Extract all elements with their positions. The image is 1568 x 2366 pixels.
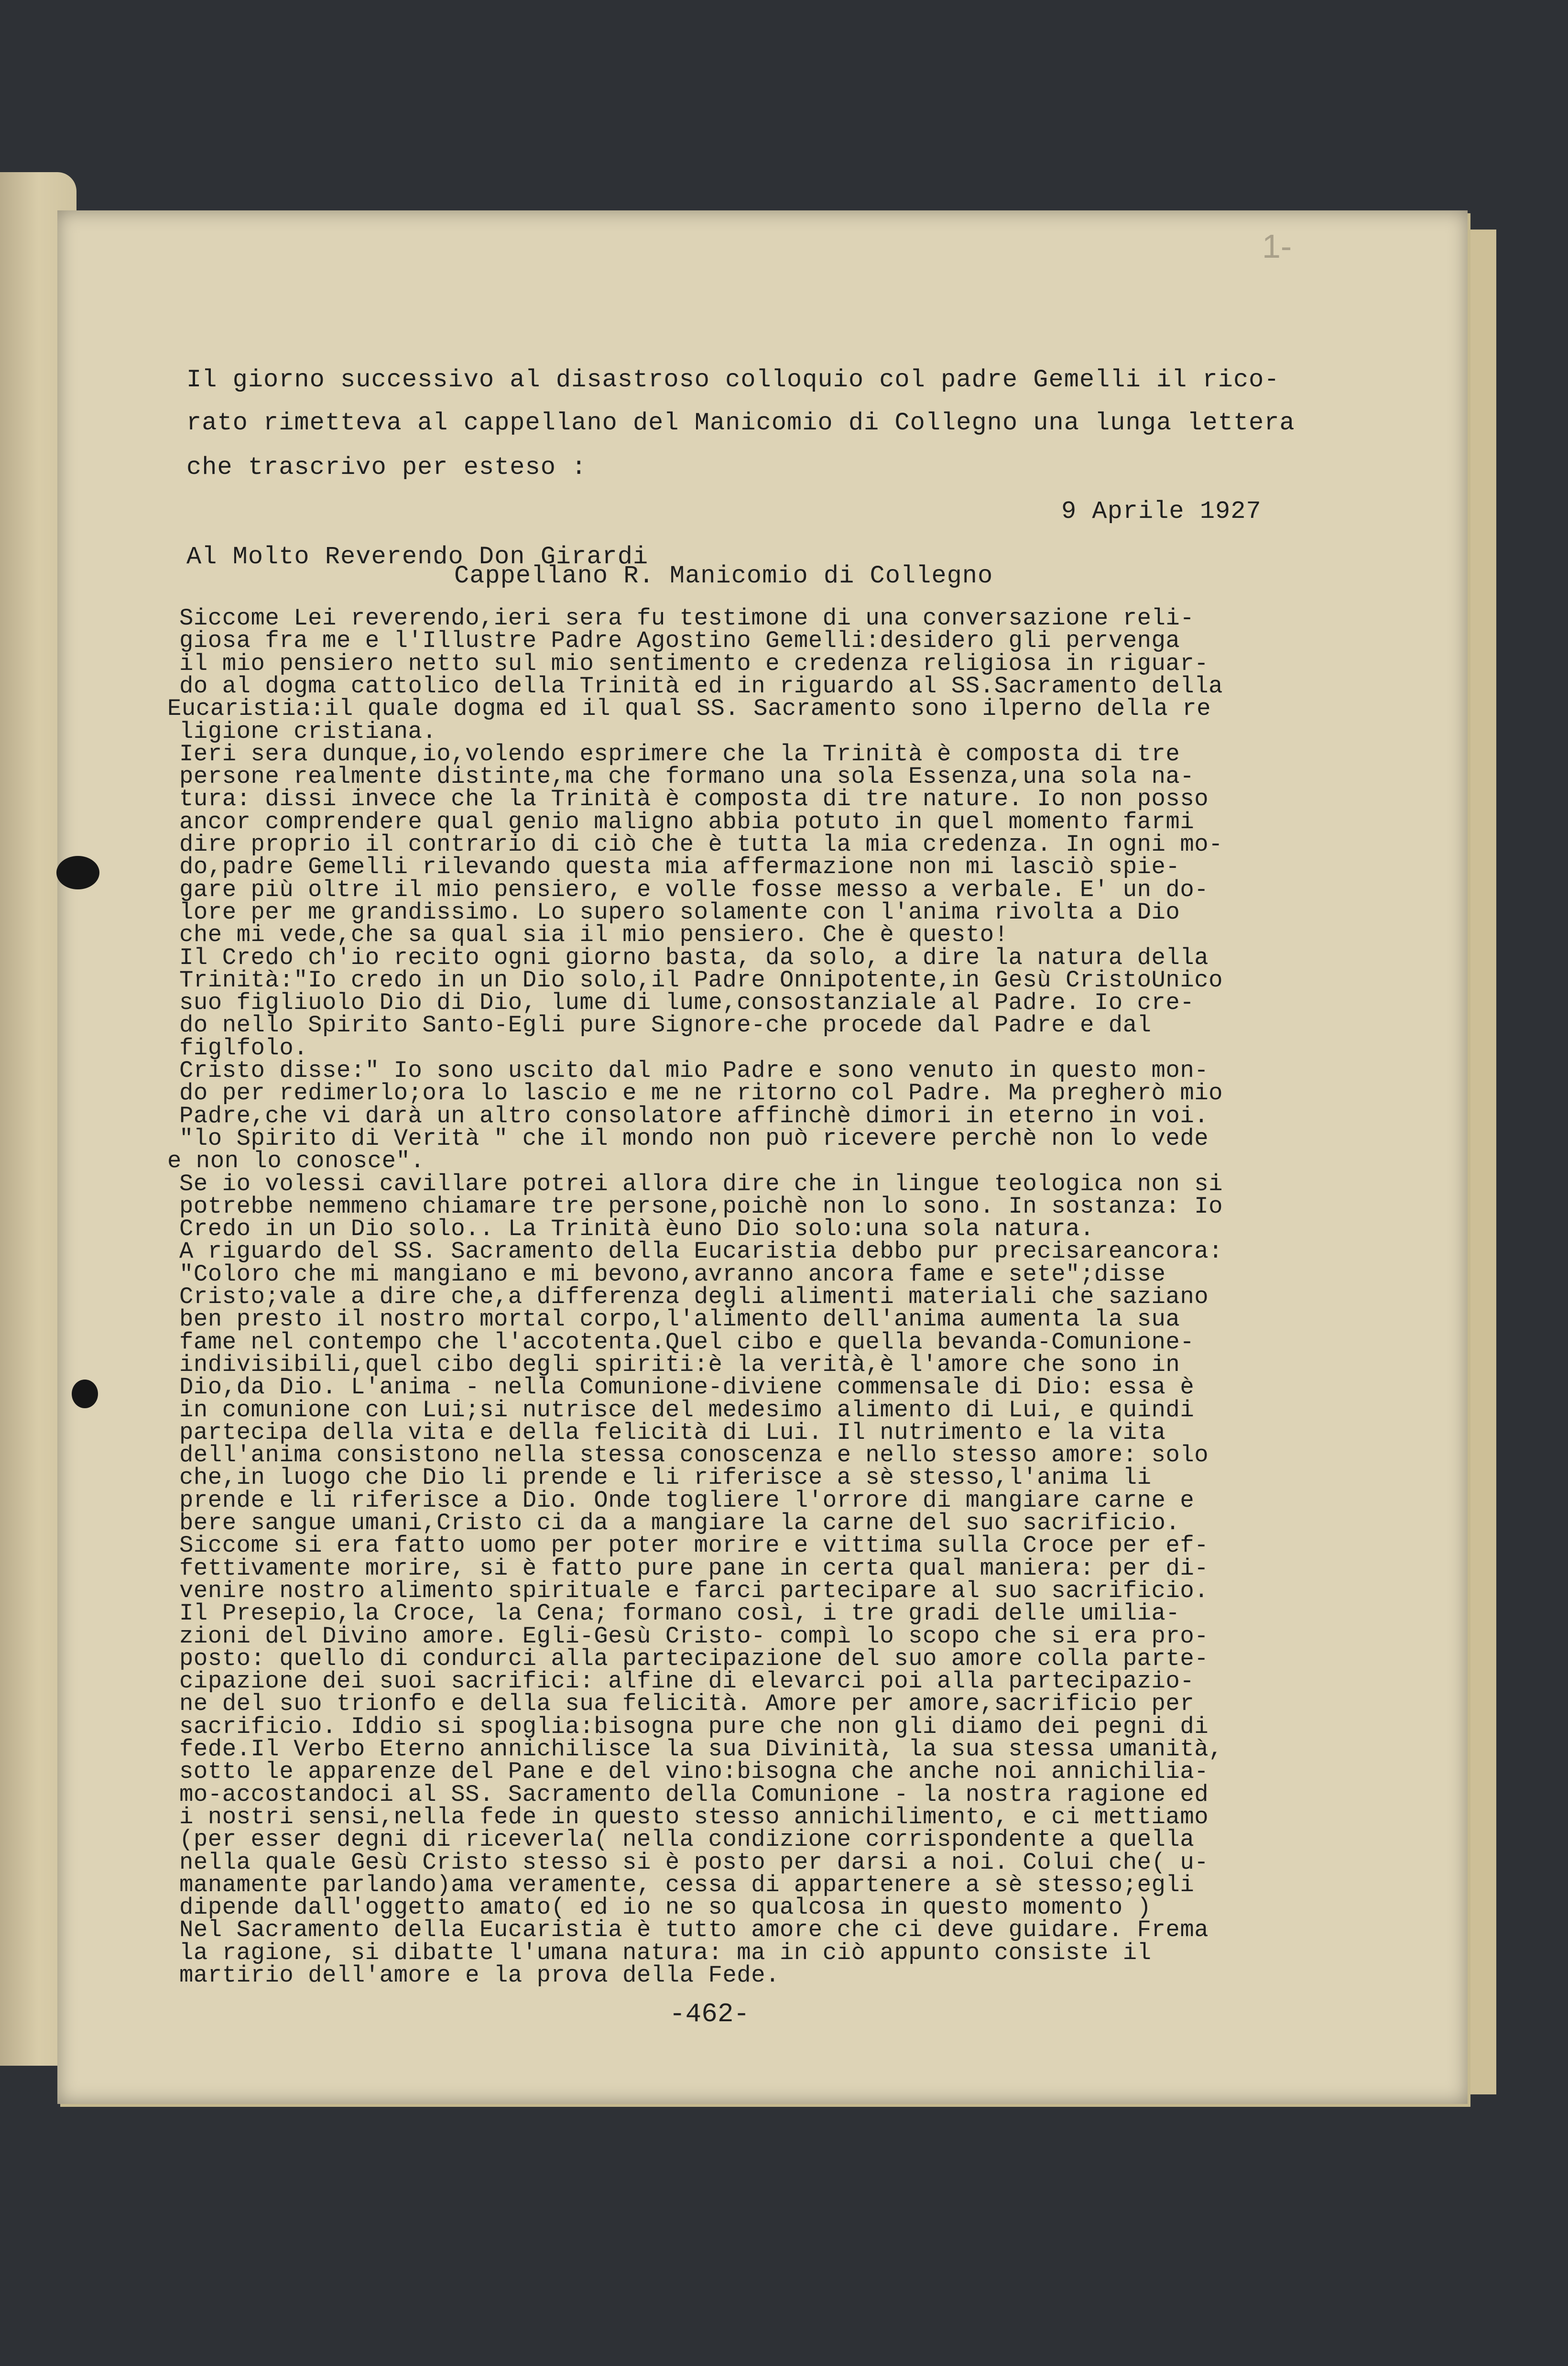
intro-line: Il giorno successivo al disastroso colloquio col padre Gemelli il rico- xyxy=(186,366,1280,394)
letter-line: "Coloro che mi mangiano e mi bevono,avranno ancora fame e sete";disse xyxy=(179,1261,1166,1288)
handwritten-page-mark: 1- xyxy=(1262,228,1292,265)
letter-line: Se io volessi cavillare potrei allora dire che in lingue teologica non si xyxy=(179,1171,1223,1197)
letter-line: indivisibili,quel cibo degli spiriti:è la verità,è l'amore che sono in xyxy=(179,1351,1180,1378)
letter-line: cipazione dei suoi sacrifici: alfine di elevarci poi alla partecipazio- xyxy=(179,1668,1195,1695)
letter-line: giosa fra me e l'Illustre Padre Agostino Gemelli:desidero gli pervenga xyxy=(179,627,1180,654)
letter-line: martirio dell'amore e la prova della Fede. xyxy=(179,1962,780,1989)
letter-line: nella quale Gesù Cristo stesso si è posto per darsi a noi. Colui che( u- xyxy=(179,1849,1209,1876)
letter-line: fede.Il Verbo Eterno annichilisce la sua Divinità, la sua stessa umanità, xyxy=(179,1736,1223,1763)
letter-line: do,padre Gemelli rilevando questa mia affermazione non mi lasciò spie- xyxy=(179,854,1180,880)
letter-line: do al dogma cattolico della Trinità ed in riguardo al SS.Sacramento della xyxy=(179,673,1223,700)
letter-line: partecipa della vita e della felicità di Lui. Il nutrimento e la vita xyxy=(179,1419,1166,1446)
letter-line: persone realmente distinte,ma che formano una sola Essenza,una sola na- xyxy=(179,763,1195,790)
letter-line: posto: quello di condurci alla partecipazione del suo amore colla parte- xyxy=(179,1645,1209,1672)
letter-line: dipende dall'oggetto amato( ed io ne so qualcosa in questo momento ) xyxy=(179,1894,1152,1921)
letter-line: Il Presepio,la Croce, la Cena; formano così, i tre gradi delle umilia- xyxy=(179,1600,1180,1627)
letter-line: Il Credo ch'io recito ogni giorno basta, da solo, a dire la natura della xyxy=(179,944,1209,971)
letter-line: lore per me grandissimo. Lo supero solamente con l'anima rivolta a Dio xyxy=(179,899,1180,926)
letter-line: mo-accostandoci al SS. Sacramento della Comunione - la nostra ragione ed xyxy=(179,1781,1209,1808)
letter-line: ligione cristiana. xyxy=(179,718,437,745)
letter-line: Trinità:"Io credo in un Dio solo,il Padre Onnipotente,in Gesù CristoUnico xyxy=(179,967,1223,994)
letter-line: Credo in un Dio solo.. La Trinità èuno Dio solo:una sola natura. xyxy=(179,1216,1094,1242)
letter-line: potrebbe nemmeno chiamare tre persone,poichè non lo sono. In sostanza: Io xyxy=(179,1193,1223,1220)
letter-line: do per redimerlo;ora lo lascio e me ne ritorno col Padre. Ma pregherò mio xyxy=(179,1080,1223,1106)
letter-line: sacrificio. Iddio si spoglia:bisogna pure che non gli diamo dei pegni di xyxy=(179,1713,1209,1740)
letter-line: suo figliuolo Dio di Dio, lume di lume,consostanziale al Padre. Io cre- xyxy=(179,989,1195,1016)
letter-line: che mi vede,che sa qual sia il mio pensiero. Che è questo! xyxy=(179,921,1009,948)
address-line: Cappellano R. Manicomio di Collegno xyxy=(454,562,993,590)
letter-line: zioni del Divino amore. Egli-Gesù Cristo- compì lo scopo che si era pro- xyxy=(179,1623,1209,1650)
letter-line: e non lo conosce". xyxy=(167,1148,425,1174)
letter-line: A riguardo del SS. Sacramento della Eucaristia debbo pur precisareancora: xyxy=(179,1238,1223,1265)
letter-line: in comunione con Lui;si nutrisce del medesimo alimento di Lui, e quindi xyxy=(179,1397,1195,1424)
page-number: -462- xyxy=(669,1999,750,2029)
letter-line: i nostri sensi,nella fede in questo stesso annichilimento, e ci mettiamo xyxy=(179,1804,1209,1830)
letter-line: bere sangue umani,Cristo ci da a mangiare la carne del suo sacrificio. xyxy=(179,1510,1180,1536)
letter-line: ancor comprendere qual genio maligno abbia potuto in quel momento farmi xyxy=(179,809,1195,835)
letter-line: ben presto il nostro mortal corpo,l'alimento dell'anima aumenta la sua xyxy=(179,1306,1180,1333)
letter-line: il mio pensiero netto sul mio sentimento e credenza religiosa in riguar- xyxy=(179,650,1209,677)
letter-line: la ragione, si dibatte l'umana natura: ma in ciò appunto consiste il xyxy=(179,1939,1152,1966)
letter-line: manamente parlando)ama veramente, cessa di appartenere a sè stesso;egli xyxy=(179,1872,1195,1898)
letter-line: figlfolo. xyxy=(179,1035,308,1062)
letter-line: Siccome si era fatto uomo per poter morire e vittima sulla Croce per ef- xyxy=(179,1532,1209,1559)
letter-line: dell'anima consistono nella stessa conoscenza e nello stesso amore: solo xyxy=(179,1442,1209,1468)
letter-line: tura: dissi invece che la Trinità è composta di tre nature. Io non posso xyxy=(179,786,1209,812)
letter-line: fettivamente morire, si è fatto pure pane in certa qual maniera: per di- xyxy=(179,1555,1209,1582)
letter-line: do nello Spirito Santo-Egli pure Signore-che procede dal Padre e dal xyxy=(179,1012,1152,1039)
intro-line: rato rimetteva al cappellano del Manicomio di Collegno una lunga lettera xyxy=(186,409,1295,437)
letter-line: venire nostro alimento spirituale e farci partecipare al suo sacrificio. xyxy=(179,1577,1209,1604)
letter-line: Siccome Lei reverendo,ieri sera fu testimone di una conversazione reli- xyxy=(179,605,1195,632)
letter-line: (per esser degni di riceverla( nella condizione corrispondente a quella xyxy=(179,1826,1195,1853)
letter-line: Padre,che vi darà un altro consolatore affinchè dimori in eterno in voi. xyxy=(179,1103,1209,1129)
letter-line: Dio,da Dio. L'anima - nella Comunione-diviene commensale di Dio: essa è xyxy=(179,1374,1195,1401)
letter-line: fame nel contempo che l'accotenta.Quel cibo e quella bevanda-Comunione- xyxy=(179,1329,1195,1356)
letter-line: prende e li riferisce a Dio. Onde togliere l'orrore di mangiare carne e xyxy=(179,1487,1195,1514)
letter-line: Cristo;vale a dire che,a differenza degli alimenti materiali che saziano xyxy=(179,1283,1209,1310)
binding-hole xyxy=(72,1380,98,1408)
letter-line: gare più oltre il mio pensiero, e volle fosse messo a verbale. E' un do- xyxy=(179,876,1209,903)
address-line: Al Molto Reverendo Don Girardi xyxy=(186,543,649,571)
intro-line: che trascrivo per esteso : xyxy=(186,453,587,482)
letter-line: ne del suo trionfo e della sua felicità. Amore per amore,sacrificio per xyxy=(179,1690,1195,1717)
letter-line: dire proprio il contrario di ciò che è tutta la mia credenza. In ogni mo- xyxy=(179,831,1223,858)
letter-line: sotto le apparenze del Pane e del vino:bisogna che anche noi annichilia- xyxy=(179,1758,1209,1785)
binding-hole xyxy=(56,856,99,889)
letter-line: Cristo disse:" Io sono uscito dal mio Padre e sono venuto in questo mon- xyxy=(179,1057,1209,1084)
letter-line: Ieri sera dunque,io,volendo esprimere che la Trinità è composta di tre xyxy=(179,741,1180,767)
letter-line: Eucaristia:il quale dogma ed il qual SS. Sacramento sono ilperno della re xyxy=(167,695,1211,722)
letter-line: Nel Sacramento della Eucaristia è tutto amore che ci deve guidare. Frema xyxy=(179,1917,1209,1943)
letter-date: 9 Aprile 1927 xyxy=(1061,497,1262,526)
letter-line: "lo Spirito di Verità " che il mondo non può ricevere perchè non lo vede xyxy=(179,1125,1209,1152)
letter-line: che,in luogo che Dio li prende e li riferisce a sè stesso,l'anima li xyxy=(179,1464,1152,1491)
